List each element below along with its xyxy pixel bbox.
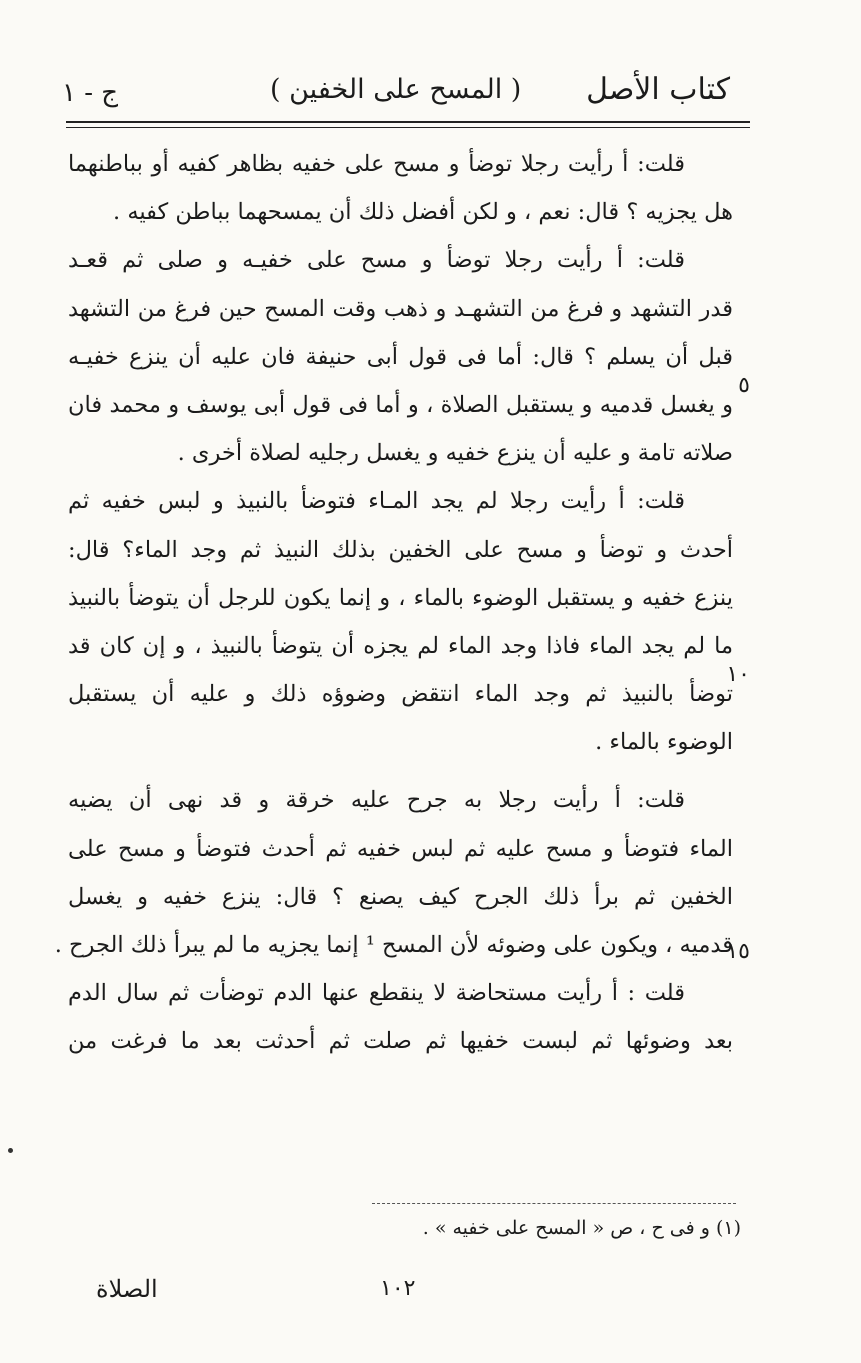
running-header <box>60 68 750 120</box>
scan-speck <box>8 1148 13 1153</box>
text-line: قلت: أ رأيت رجلا توضأ و مسح على خفيه بظاهر كفيه أو بباطنهما <box>68 151 685 177</box>
chapter-title: ( المسح على الخفين ) <box>270 74 522 105</box>
text-line: توضأ بالنبيذ ثم وجد الماء انتقض وضوؤه ذلك و عليه أن يستقبل <box>68 681 733 708</box>
text-line: قبل أن يسلم ؟ قال: أما فى قول أبى حنيفة فان عليه أن ينزع خفيـه <box>68 343 733 370</box>
header-rule-thick <box>66 121 750 123</box>
line-number-10: ١٠ <box>726 662 750 687</box>
line-number-15: ١٥ <box>726 939 750 964</box>
text-line: قلت: أ رأيت رجلا لم يجد المـاء فتوضأ بالنبيذ و لبس خفيه ثم <box>68 488 685 515</box>
section-name: الصلاة <box>96 1275 158 1303</box>
text-line: قلت : أ رأيت مستحاضة لا ينقطع عنها الدم توضأت ثم سال الدم <box>68 980 685 1007</box>
main-text <box>54 140 733 1066</box>
text-line: الوضوء بالماء . <box>595 729 733 756</box>
text-line: صلاته تامة و عليه أن ينزع خفيه و يغسل رجليه لصلاة أخرى . <box>177 440 733 467</box>
text-line: الماء فتوضأ و مسح عليه ثم لبس خفيه ثم أحدث فتوضأ و مسح على <box>68 835 733 862</box>
header-rule-thin <box>66 127 750 128</box>
text-line: قدميه ، ويكون على وضوئه لأن المسح ¹ إنما يجزيه ما لم يبرأ ذلك الجرح . <box>54 932 733 958</box>
text-line: قلت: أ رأيت رجلا توضأ و مسح على خفيـه و صلى ثم قعـد <box>68 247 685 274</box>
volume-label: ج - ١ <box>62 78 119 108</box>
text-line: قدر التشهد و فرغ من التشهـد و ذهب وقت المسح حين فرغ من التشهد <box>68 295 733 322</box>
text-line: قلت: أ رأيت رجلا به جرح عليه خرقة و قد نهى أن يضيه <box>68 787 685 814</box>
line-number-5: ٥ <box>738 373 750 398</box>
text-line: بعد وضوئها ثم لبست خفيها ثم صلت ثم أحدثت بعد ما فرغت من <box>68 1028 733 1055</box>
text-line: هل يجزيه ؟ قال: نعم ، و لكن أفضل ذلك أن يمسحهما بباطن كفيه . <box>113 199 733 226</box>
text-line: الخفين ثم برأ ذلك الجرح كيف يصنع ؟ قال: ينزع خفيه و يغسل <box>68 883 733 910</box>
text-line: ما لم يجد الماء فاذا وجد الماء لم يجزه أن يتوضأ بالنبيذ ، و إن كان قد <box>68 632 733 659</box>
book-title: كتاب الأصل <box>586 72 730 107</box>
footnote-separator <box>372 1203 736 1204</box>
text-line: أحدث و توضأ و مسح على الخفين بذلك النبيذ ثم وجد الماء؟ قال: <box>68 536 733 563</box>
page-number: ١٠٢ <box>380 1276 416 1301</box>
text-line: ينزع خفيه و يستقبل الوضوء بالماء ، و إنما يكون للرجل أن يتوضأ بالنبيذ <box>68 584 733 611</box>
footnote: (١) و فى ح ، ص « المسح على خفيه » . <box>422 1217 741 1239</box>
text-line: و يغسل قدميه و يستقبل الصلاة ، و أما فى قول أبى يوسف و محمد فان <box>68 391 733 418</box>
